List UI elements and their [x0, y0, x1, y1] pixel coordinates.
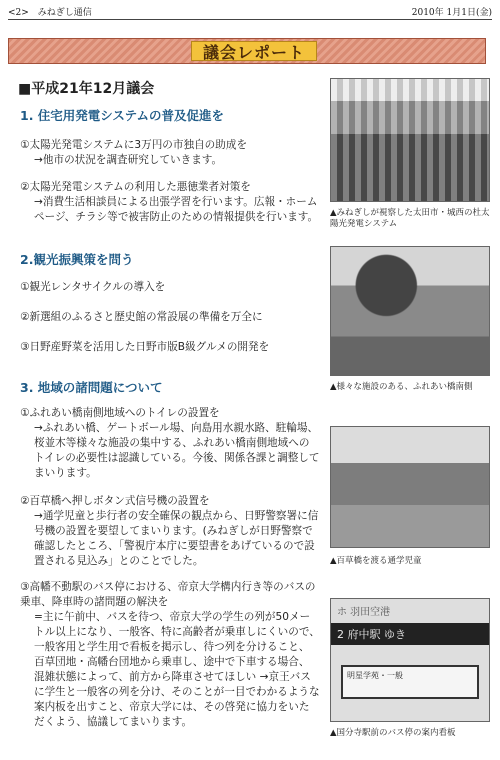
sign-board: 明星学苑・一般	[341, 665, 479, 699]
item-body: =主に午前中、バスを待つ、帝京大学の学生の列が50メートル以上になり、一般客、特に高齢者が乗車しにくいので、一般客用と学生用で看板を掲示し、待つ列を分けること、百草団地・高幡台団地から乗車し、途中で下車する場合、混雑状態によって、前方から降車させてほしい →京王バスに学生と一般客の列を分け、そのことが一目でわかるような案内板を出すこと、帝京大学には、その啓発に協力をいただくよう、協議してまいります。	[34, 611, 320, 728]
photo-caption: ▲様々な施設のある、ふれあい橋南側	[330, 382, 473, 392]
title-banner	[8, 38, 486, 64]
section-2-item-1	[20, 280, 320, 295]
item-head: ②新選組のふるさと歴史館の常設展の準備を万全に	[20, 311, 263, 323]
item-body: →ふれあい橋、ゲートボール場、向島用水親水路、駐輪場、桜並木等様々な施設の集中する、ふれあい橋南側地域へのトイレの必要性は認識している。今後、関係各課と調整してまいります。	[34, 422, 320, 479]
section-2-item-3	[20, 340, 320, 355]
photo-bus-stop-sign	[330, 598, 490, 722]
page-label: <2> みねぎし通信	[8, 8, 92, 18]
section-1-title: 1. 住宅用発電システムの普及促進を	[20, 108, 225, 123]
item-body: →通学児童と歩行者の安全確保の観点から、日野警察署に信号機の設置を要望してまいります。(みねぎしが日野警察で確認したところ、「警視庁本庁に要望書をあげているので設置される見込み」とのことでした。	[34, 510, 319, 567]
section-3-item-1	[20, 406, 320, 481]
section-1-item-1	[20, 138, 320, 168]
section-3-title: 3. 地域の諸問題について	[20, 380, 163, 395]
photo-solar-houses	[330, 78, 490, 202]
item-head: ③高幡不動駅のバス停における、帝京大学構内行き等のバスの乗車、降車時の諸問題の解決を	[20, 581, 316, 608]
item-head: ③日野産野菜を活用した日野市版B級グルメの開発を	[20, 341, 270, 353]
page-title: 議会レポート	[191, 41, 317, 61]
session-heading: ■平成21年12月議会	[18, 81, 155, 97]
photo-caption: ▲百草橋を渡る通学児童	[330, 556, 422, 566]
photo-caption: ▲みねぎしが視察した太田市・城西の杜太陽光発電システム	[330, 208, 490, 229]
section-2-title: 2.観光振興策を問う	[20, 252, 134, 267]
section-3-item-3	[20, 580, 320, 730]
section-1-item-2	[20, 180, 320, 225]
issue-date: 2010年 1月1日(金)	[411, 8, 492, 18]
item-head: ①太陽光発電システムに3万円の市独自の助成を	[20, 139, 248, 151]
item-body: →他市の状況を調査研究していきます。	[34, 154, 223, 166]
item-body: →消費生活相談員による出張学習を行います。広報・ホームページ、チラシ等で被害防止のための情報提供を行います。	[34, 196, 319, 223]
section-2-item-2	[20, 310, 320, 325]
photo-caption: ▲国分寺駅前のバス停の案内看板	[330, 728, 456, 738]
item-head: ②太陽光発電システムの利用した悪徳業者対策を	[20, 181, 251, 193]
item-head: ①ふれあい橋南側地域へのトイレの設置を	[20, 407, 220, 419]
item-head: ②百草橋へ押しボタン式信号機の設置を	[20, 495, 210, 507]
item-head: ①観光レンタサイクルの導入を	[20, 281, 166, 293]
sign-destination: 2 府中駅 ゆき	[331, 623, 489, 645]
photo-fureai-bridge	[330, 246, 490, 376]
sign-top-text: ホ 羽田空港	[337, 607, 391, 618]
section-3-item-2	[20, 494, 320, 569]
photo-mogusa-bridge	[330, 426, 490, 548]
page-header	[8, 4, 492, 20]
